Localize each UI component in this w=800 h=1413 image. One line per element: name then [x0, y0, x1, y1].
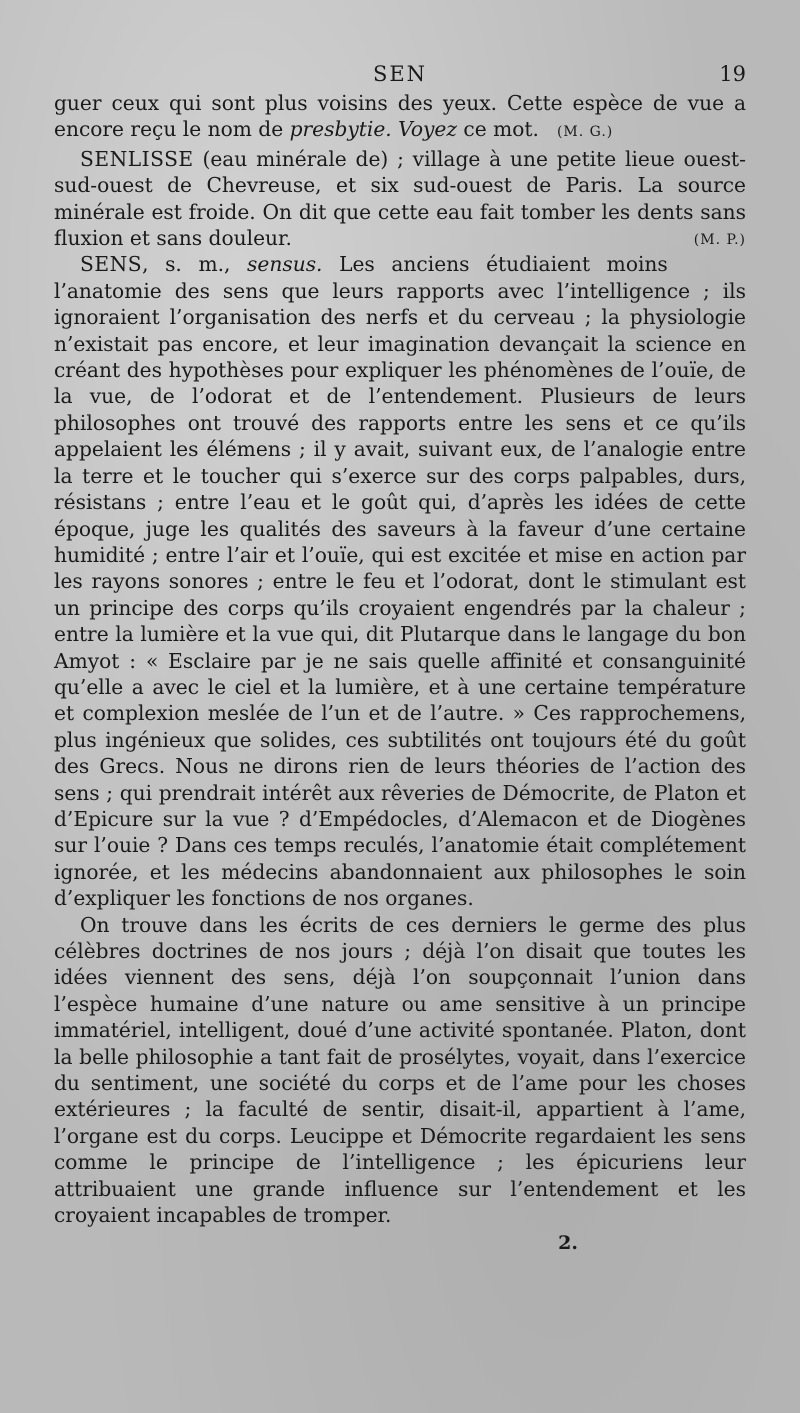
- running-header: [54, 58, 746, 88]
- paragraph-doctrines: [54, 912, 746, 1229]
- printer-signature-mark: 2.: [558, 1232, 578, 1255]
- paragraph-text: On trouve dans les écrits de ces derniers le germe des plus célèbres doctrines de nos jours ; déjà l’on disait que toutes les idées viennent des sens, déjà l’on soupçonnait l’union dans l’espèce humaine d’une nature ou ame sensitive à un principe immatériel, intelligent, doué d’une activité spontanée. Platon, dont la belle philosophie a tant fait de prosélytes, voyait, dans l’exercice du sentiment, une société du corps et de l’ame pour les choses extérieures ; la faculté de sentir, disait-il, appartient à l’ame, l’organe est du corps. Leucippe et Démocrite regardaient les sens comme le principe de l’intelligence ; les épicuriens leur attribuaient une grande influence sur l’entendement et les croyaient incapables de tromper.: [54, 912, 746, 1228]
- paragraph-text: guer ceux qui sont plus voisins des yeux. Cette espèce de vue a encore reçu le nom de: [54, 91, 746, 142]
- paragraph-text: (eau minérale de) ; village à une petite lieue ouest-sud-ouest de Chevreuse, et six sud-ouest de Paris. La source minérale est froide. On dit que cette eau fait tomber les dents sans fluxion et sans douleur.: [54, 146, 746, 251]
- author-signature: (M. G.): [556, 124, 614, 141]
- paragraph-continuation: [54, 90, 746, 146]
- entry-sens: [54, 251, 746, 911]
- italic-term-presbytie: presbytie.: [289, 117, 392, 142]
- page-number: 19: [719, 62, 746, 86]
- body-text: [54, 90, 746, 1228]
- paragraph-text: Les anciens étudiaient moins l’anatomie des sens que leurs rapports avec l’intelligence ; ils ignoraient l’organisation des nerfs et du cerveau ; la physiologie n’existait pas encore, et leur imagination devançait la science en créant des hypothèses pour expliquer les phénomènes de l’ouïe, de la vue, de l’odorat et de l’entendement. Plusieurs de leurs philosophes ont trouvé des rapports entre les sens et ce qu’ils appelaient les élémens ; il y avait, suivant eux, de l’analogie entre la terre et le toucher qui s’exerce sur des corps palpables, durs, résistans ; entre l’eau et le goût qui, d’après les idées de cette époque, juge les qualités des saveurs à la faveur d’une certaine humidité ; entre l’air et l’ouïe, qui est excitée et mise en action par les rayons sonores ; entre le feu et l’odorat, dont le stimulant est un principe des corps qu’ils croyaient engendrés par la chaleur ; entre la lumière et la vue qui, dit Plutarque dans le langage du bon Amyot : « Esclaire par je ne sais quelle affinité et consanguinité qu’elle a avec le ciel et la lumière, et à une certaine température et complexion meslée de l’un et de l’autre. » Ces rapprochemens, plus ingénieux que solides, ces subtilités ont toujours été du goût des Grecs. Nous ne dirons rien de leurs théories de l’action des sens ; qui prendrait intérêt aux rêveries de Démocrite, de Platon et d’Epicure sur la vue ? d’Empédocles, d’Alemacon et de Diogènes sur l’ouie ? Dans ces temps reculés, l’anatomie était complétement ignorée, et les médecins abandonnaient aux philosophes le soin d’expliquer les fonctions de nos organes.: [54, 252, 746, 911]
- author-signature: (M. P.): [693, 232, 746, 249]
- headword-sens: SENS: [80, 252, 143, 277]
- entry-senlisse: [54, 146, 746, 252]
- paragraph-text: , s. m.,: [142, 252, 248, 277]
- italic-term-voyez: Voyez: [398, 117, 458, 142]
- running-title: SEN: [372, 62, 428, 86]
- italic-term-sensus: sensus.: [247, 252, 323, 277]
- headword-senlisse: SENLISSE: [80, 146, 194, 171]
- paragraph-text: ce mot.: [457, 117, 539, 142]
